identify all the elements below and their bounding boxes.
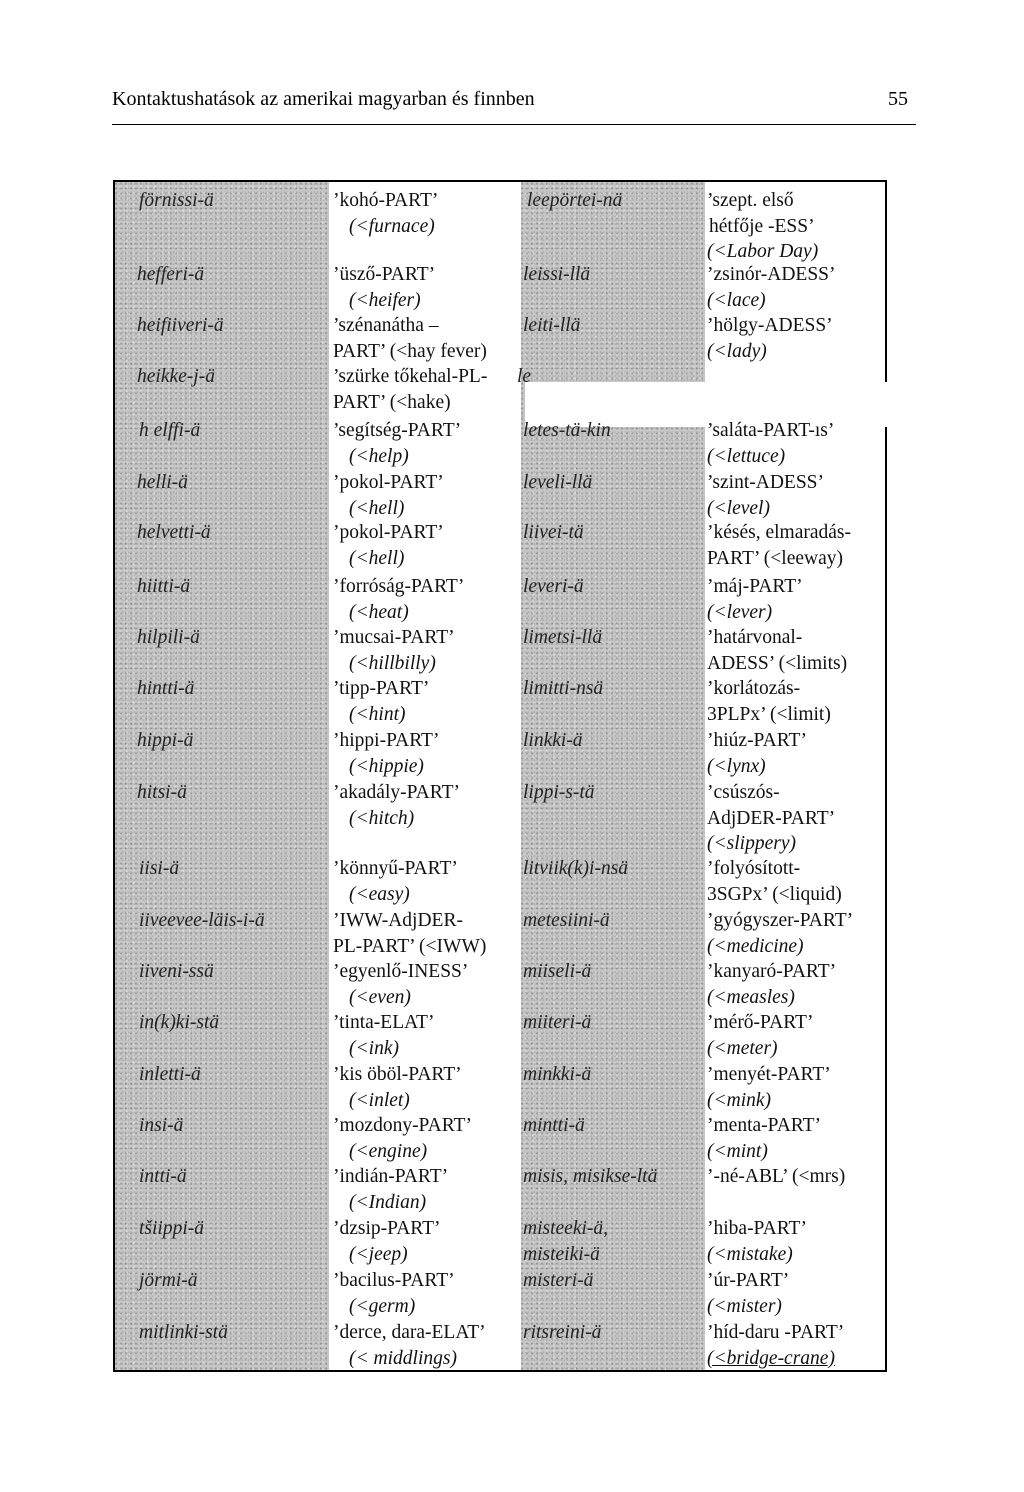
right-headword-shading bbox=[521, 182, 705, 1370]
gloss: ’kanyaró-PART’ (<measles) bbox=[707, 961, 837, 1008]
gloss: ’folyósított- 3SGPx’ (<liquid) bbox=[707, 858, 842, 905]
gloss: ’hiba-PART’ (<mistake) bbox=[707, 1218, 807, 1265]
gloss: ’akadály-PART’ (<hitch) bbox=[333, 782, 460, 829]
headword: heifiiveri-ä bbox=[137, 315, 224, 336]
headword: hefferi-ä bbox=[137, 264, 205, 285]
headword: miiteri-ä bbox=[523, 1012, 592, 1033]
headword: heikke-j-ä bbox=[137, 366, 215, 387]
gloss: ’szept. első hétfője -ESS’ (<Labor Day) bbox=[707, 190, 819, 262]
headword: leveri-ä bbox=[523, 576, 584, 597]
gloss: ’korlátozás- 3PLPx’ (<limit) bbox=[707, 678, 831, 725]
gloss: ’saláta-PART-ıs’ (<lettuce) bbox=[707, 420, 835, 467]
gloss: ’menyét-PART’ (<mink) bbox=[707, 1064, 831, 1111]
gloss: ’üsző-PART’ (<heifer) bbox=[333, 264, 436, 311]
running-title: Kontaktushatások az amerikai magyarban és finnben bbox=[112, 88, 535, 110]
headword: misis, misikse-ltä bbox=[523, 1166, 658, 1187]
gloss: ’máj-PART’ (<lever) bbox=[707, 576, 803, 623]
gloss: ’úr-PART’ (<mister) bbox=[707, 1270, 790, 1317]
gloss: ’mozdony-PART’ (<engine) bbox=[333, 1115, 472, 1162]
headword: jörmi-ä bbox=[139, 1270, 198, 1291]
headword: förnissi-ä bbox=[139, 190, 214, 211]
headword: limetsi-llä bbox=[523, 627, 603, 648]
headword: helli-ä bbox=[137, 472, 188, 493]
gloss: ’zsinór-ADESS’ (<lace) bbox=[707, 264, 836, 311]
headword: inletti-ä bbox=[139, 1064, 201, 1085]
gloss: ’pokol-PART’ (<hell) bbox=[333, 522, 444, 569]
gloss: ’bacilus-PART’ (<germ) bbox=[333, 1270, 455, 1317]
gloss: ’mérő-PART’ (<meter) bbox=[707, 1012, 814, 1059]
headword: hippi-ä bbox=[137, 730, 194, 751]
gloss: ’szénanátha – PART’ (<hay fever) bbox=[333, 315, 487, 362]
headword: misteri-ä bbox=[523, 1270, 594, 1291]
headword: litviik(k)i-nsä bbox=[523, 858, 629, 879]
gloss: ’kohó-PART’ (<furnace) bbox=[333, 190, 439, 237]
gloss: ’IWW-AdjDER- PL-PART’ (<IWW) bbox=[333, 910, 487, 957]
gloss: ’hippi-PART’ (<hippie) bbox=[333, 730, 440, 777]
gloss: ’dzsip-PART’ (<jeep) bbox=[333, 1218, 441, 1265]
headword: metesiini-ä bbox=[523, 910, 610, 931]
gloss: ’híd-daru -PART’ (<bridge-crane) bbox=[707, 1322, 845, 1369]
page-number: 55 bbox=[888, 88, 908, 110]
gloss: ’tinta-ELAT’ (<ink) bbox=[333, 1012, 435, 1059]
headword: misteeki-ä, misteiki-ä bbox=[523, 1218, 609, 1265]
headword: linkki-ä bbox=[523, 730, 583, 751]
gloss: ’-né-ABL’ (<mrs) bbox=[707, 1166, 846, 1187]
headword: iiveevee-läis-i-ä bbox=[139, 910, 265, 931]
gloss: ’hölgy-ADESS’ (<lady) bbox=[707, 315, 833, 362]
gloss: ’menta-PART’ (<mint) bbox=[707, 1115, 822, 1162]
gloss: ’segítség-PART’ (<help) bbox=[333, 420, 462, 467]
headword: ritsreini-ä bbox=[523, 1322, 602, 1343]
headword: limitti-nsä bbox=[523, 678, 604, 699]
headword: tšiippi-ä bbox=[139, 1218, 205, 1239]
headword: letes-tä-kin bbox=[523, 420, 611, 441]
headword: in(k)ki-stä bbox=[139, 1012, 220, 1033]
header-rule bbox=[112, 124, 916, 125]
headword: hiitti-ä bbox=[137, 576, 191, 597]
headword: insi-ä bbox=[139, 1115, 184, 1136]
left-headword-shading bbox=[115, 182, 329, 1370]
headword: h elffi-ä bbox=[139, 420, 201, 441]
gloss: ’egyenlő-INESS’ (<even) bbox=[333, 961, 469, 1008]
headword: hitsi-ä bbox=[137, 782, 187, 803]
headword: minkki-ä bbox=[523, 1064, 592, 1085]
gloss: ’hiúz-PART’ (<lynx) bbox=[707, 730, 807, 777]
gloss: ’csúszós- AdjDER-PART’ (<slippery) bbox=[707, 782, 836, 854]
gloss: ’késés, elmaradás- PART’ (<leeway) bbox=[707, 522, 852, 569]
gloss: ’határvonal- ADESS’ (<limits) bbox=[707, 627, 848, 674]
headword: lippi-s-tä bbox=[523, 782, 595, 803]
gloss: ’derce, dara-ELAT’ (< middlings) bbox=[333, 1322, 486, 1369]
headword: iisi-ä bbox=[139, 858, 180, 879]
headword: miiseli-ä bbox=[523, 961, 592, 982]
headword: mitlinki-stä bbox=[139, 1322, 228, 1343]
gloss: ’pokol-PART’ (<hell) bbox=[333, 472, 444, 519]
headword: intti-ä bbox=[139, 1166, 187, 1187]
headword: mintti-ä bbox=[523, 1115, 585, 1136]
headword: le bbox=[517, 366, 532, 387]
gloss: ’mucsai-PART’ (<hillbilly) bbox=[333, 627, 455, 674]
gloss: ’forróság-PART’ (<heat) bbox=[333, 576, 465, 623]
word-list-table bbox=[113, 180, 887, 1372]
headword: leissi-llä bbox=[523, 264, 591, 285]
gloss: ’gyógyszer-PART’ (<medicine) bbox=[707, 910, 854, 957]
page-header bbox=[112, 88, 908, 128]
gloss: ’szürke tőkehal-PL- PART’ (<hake) bbox=[333, 366, 488, 413]
gloss: ’könnyű-PART’ (<easy) bbox=[333, 858, 458, 905]
gloss: ’indián-PART’ (<Indian) bbox=[333, 1166, 449, 1213]
headword: iiveni-ssä bbox=[139, 961, 214, 982]
headword: leiti-llä bbox=[523, 315, 581, 336]
gloss: ’tipp-PART’ (<hint) bbox=[333, 678, 430, 725]
headword: leepörtei-nä bbox=[527, 190, 623, 211]
headword: leveli-llä bbox=[523, 472, 593, 493]
headword: liivei-tä bbox=[523, 522, 584, 543]
headword: hilpili-ä bbox=[137, 627, 200, 648]
headword: helvetti-ä bbox=[137, 522, 211, 543]
gloss: ’szint-ADESS’ (<level) bbox=[707, 472, 824, 519]
gloss: ’kis öböl-PART’ (<inlet) bbox=[333, 1064, 462, 1111]
headword: hintti-ä bbox=[137, 678, 195, 699]
